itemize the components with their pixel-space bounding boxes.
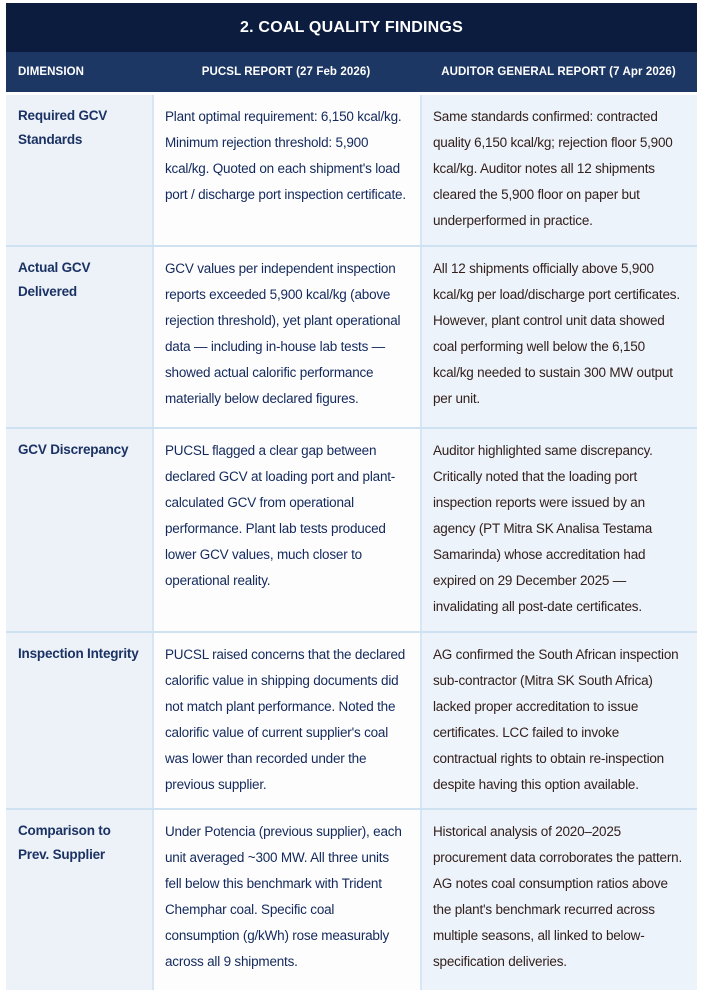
table-row-inspection-integrity [6,631,697,808]
column-header-auditor-general-report: AUDITOR GENERAL REPORT (7 Apr 2026) [441,66,676,78]
pucsl-cell: PUCSL flagged a clear gap between declared GCV at loading port and plant-calculated GCV from operational performance. Plant lab tests produced lower GCV values, much closer to operational reality. [152,429,420,631]
column-header-dimension: DIMENSION [18,66,85,78]
pucsl-cell: Under Potencia (previous supplier), each unit averaged ~300 MW. All three units fell below this benchmark with Trident Chemphar coal. Specific coal consumption (g/kWh) rose measurably across all 9 shipments. [152,810,420,990]
table-row-actual-gcv-delivered [6,245,697,427]
dimension-cell: Actual GCV Delivered [6,247,152,427]
section-title-bar [6,3,697,52]
auditor-cell: All 12 shipments officially above 5,900 kcal/kg per load/discharge port certificates. However, plant control unit data showed coal performing well below the 6,150 kcal/kg needed to sustain 300 MW output per unit. [420,247,697,427]
table-header-row [6,52,697,92]
table-body [6,95,697,990]
pucsl-cell: Plant optimal requirement: 6,150 kcal/kg. Minimum rejection threshold: 5,900 kcal/kg. Quoted on each shipment's load port / discharge port inspection certificate. [152,95,420,245]
pucsl-cell: PUCSL raised concerns that the declared calorific value in shipping documents did not match plant performance. Noted the calorific value of current supplier's coal was lower than recorded under the previous supplier. [152,633,420,808]
dimension-cell: GCV Discrepancy [6,429,152,631]
dimension-cell: Required GCV Standards [6,95,152,245]
table-row-comparison-to-prev-supplier [6,808,697,990]
dimension-cell: Inspection Integrity [6,633,152,808]
column-header-pucsl-report: PUCSL REPORT (27 Feb 2026) [201,66,371,78]
section-title: 2. COAL QUALITY FINDINGS [240,18,463,36]
table-row-required-gcv-standards [6,95,697,245]
auditor-cell: Historical analysis of 2020–2025 procurement data corroborates the pattern. AG notes coal consumption ratios above the plant's benchmark recurred across multiple seasons, all linked to below-specification deliveries. [420,810,697,990]
pucsl-cell: GCV values per independent inspection reports exceeded 5,900 kcal/kg (above rejection threshold), yet plant operational data — including in-house lab tests — showed actual calorific performance materially below declared figures. [152,247,420,427]
dimension-cell: Comparison to Prev. Supplier [6,810,152,990]
auditor-cell: AG confirmed the South African inspection sub-contractor (Mitra SK South Africa) lacked proper accreditation to issue certificates. LCC failed to invoke contractual rights to obtain re-inspection despite having this option available. [420,633,697,808]
auditor-cell: Auditor highlighted same discrepancy. Critically noted that the loading port inspection reports were issued by an agency (PT Mitra SK Analisa Testama Samarinda) whose accreditation had expired on 29 December 2025 — invalidating all post-date certificates. [420,429,697,631]
auditor-cell: Same standards confirmed: contracted quality 6,150 kcal/kg; rejection floor 5,900 kcal/kg. Auditor notes all 12 shipments cleared the 5,900 floor on paper but underperformed in practice. [420,95,697,245]
table-row-gcv-discrepancy [6,427,697,631]
